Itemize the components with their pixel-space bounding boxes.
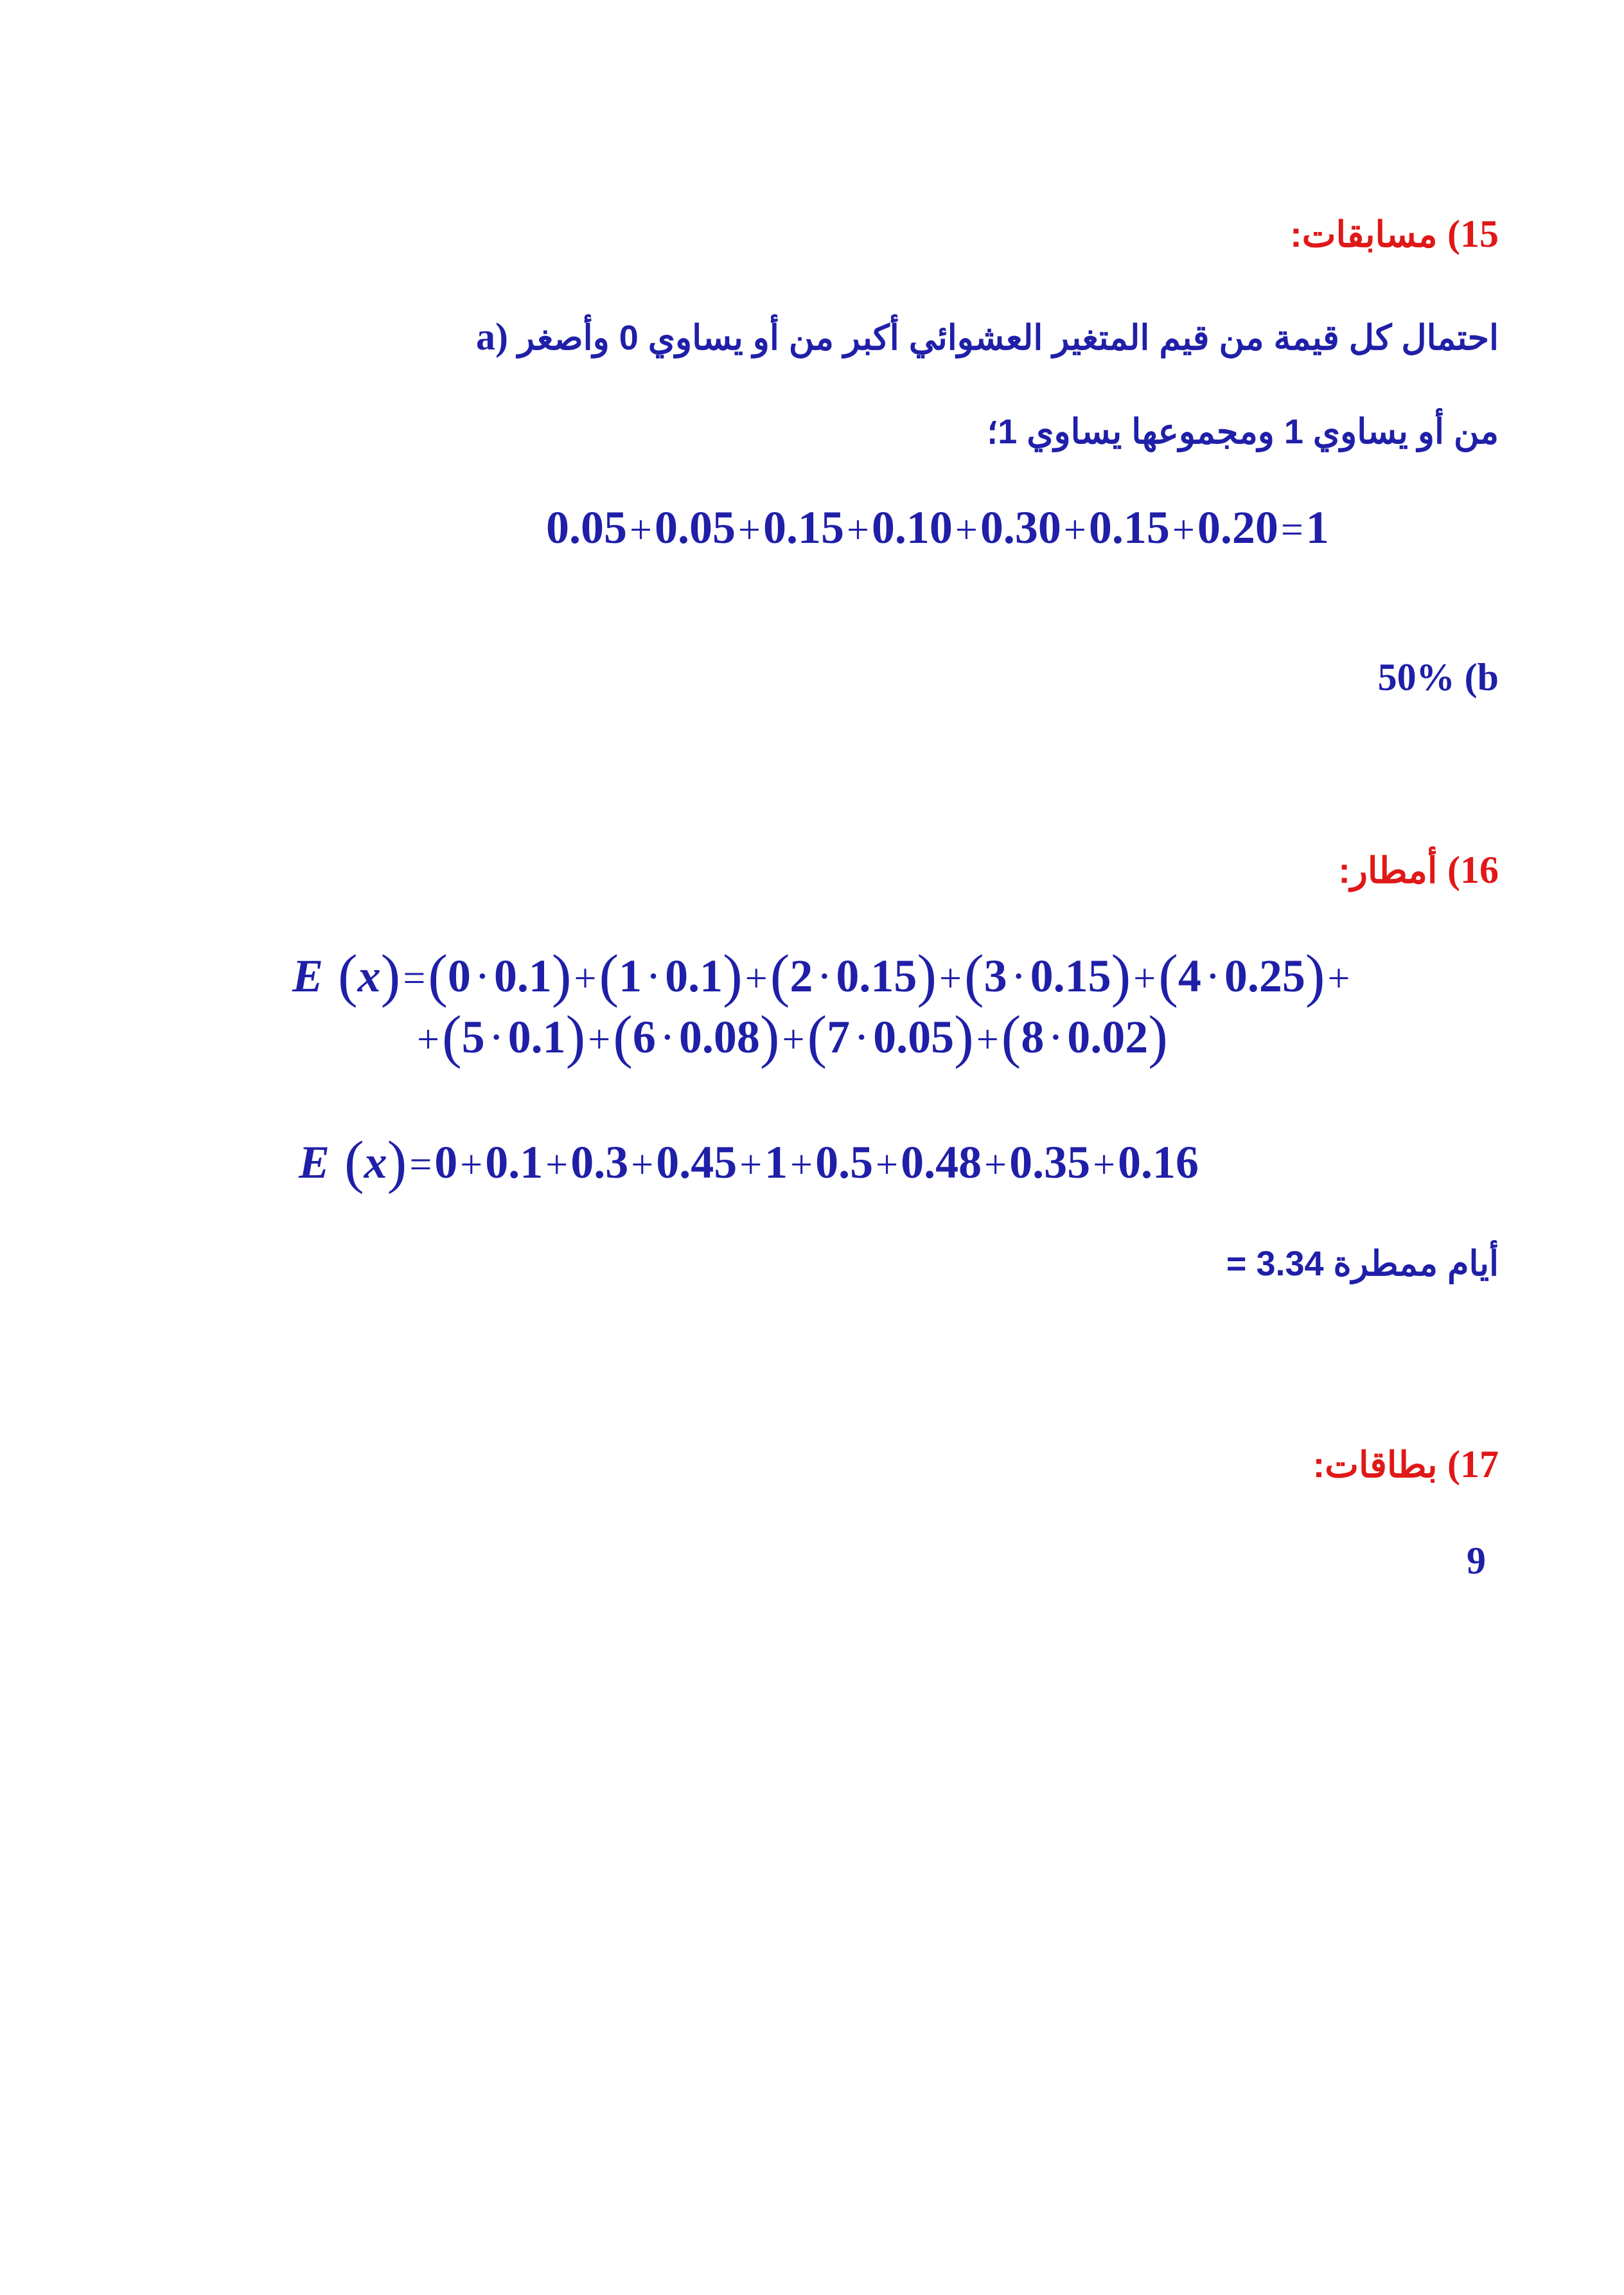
q16-number: 16) xyxy=(1447,849,1499,891)
q15-term: 0.15 xyxy=(1088,502,1170,553)
product-value: 6 xyxy=(632,1011,656,1063)
product-prob: 0.05 xyxy=(873,1011,955,1063)
random-variable: x xyxy=(364,1137,387,1188)
q15-b-text: 50% (b xyxy=(1377,656,1499,698)
product-prob: 0.02 xyxy=(1067,1011,1149,1063)
q15-title: مسابقات: xyxy=(1290,214,1438,254)
product-value: 8 xyxy=(1021,1011,1045,1063)
product-prob: 0.08 xyxy=(678,1011,760,1063)
q15-number: 15) xyxy=(1447,213,1499,255)
product-prob: 0.1 xyxy=(665,950,723,1002)
q17-answer xyxy=(1467,1539,1486,1583)
expectation-symbol: E xyxy=(292,950,324,1002)
q15-term: 0.10 xyxy=(871,502,953,553)
q15-a-label: a) xyxy=(475,315,508,358)
product-prob: 0.15 xyxy=(836,950,917,1002)
q15-term: 0.05 xyxy=(654,502,736,553)
q16-sum-line: E (x)=0+0.1+0.3+0.45+1+0.5+0.48+0.35+0.16 xyxy=(299,1129,1199,1194)
sum-term: 0.35 xyxy=(1009,1137,1091,1188)
q15-term: 0.30 xyxy=(980,502,1061,553)
q16-result-text: أيام ممطرة 3.34 = xyxy=(1226,1245,1499,1283)
q15-term: 0.20 xyxy=(1197,502,1278,553)
q15-heading xyxy=(1290,212,1499,256)
product-prob: 0.1 xyxy=(493,950,552,1002)
sum-term: 0.1 xyxy=(485,1137,543,1188)
sum-term: 0.3 xyxy=(570,1137,629,1188)
q15-sum-equation: 0.05+0.05+0.15+0.10+0.30+0.15+0.20=1 xyxy=(546,502,1329,553)
q15-a-line1 xyxy=(476,315,1499,359)
q17-heading xyxy=(1313,1442,1499,1487)
q15-term: 0.05 xyxy=(546,502,627,553)
product-value: 4 xyxy=(1178,950,1201,1002)
product-value: 2 xyxy=(790,950,813,1002)
q17-title: بطاقات: xyxy=(1312,1444,1438,1485)
q15-a-text2: من أو يساوي 1 ومجموعها يساوي 1؛ xyxy=(987,412,1499,451)
product-value: 1 xyxy=(619,950,642,1002)
product-value: 5 xyxy=(461,1011,485,1063)
q17-answer-value: 9 xyxy=(1467,1539,1486,1582)
q15-result: 1 xyxy=(1305,502,1329,553)
sum-term: 0.48 xyxy=(901,1137,982,1188)
product-prob: 0.25 xyxy=(1224,950,1305,1002)
product-value: 0 xyxy=(447,950,471,1002)
product-prob: 0.15 xyxy=(1030,950,1111,1002)
q16-heading xyxy=(1338,848,1499,892)
q15-b-answer xyxy=(1378,655,1499,700)
expectation-symbol: E xyxy=(299,1137,330,1188)
q16-expectation-row1: E (x)=(0·0.1)+(1·0.1)+(2·0.15)+(3·0.15)+(4·0.25)+ xyxy=(292,943,1350,1008)
product-prob: 0.1 xyxy=(508,1011,566,1063)
sum-term: 0.16 xyxy=(1118,1137,1199,1188)
q16-title: أمطار: xyxy=(1338,850,1438,891)
q15-a-line2 xyxy=(987,411,1499,452)
q16-expectation-row2: +(5·0.1)+(6·0.08)+(7·0.05)+(8·0.02) xyxy=(417,1004,1168,1069)
sum-term: 0 xyxy=(434,1137,458,1188)
random-variable: x xyxy=(357,950,381,1002)
product-value: 3 xyxy=(984,950,1007,1002)
q17-number: 17) xyxy=(1447,1443,1499,1485)
sum-term: 0.45 xyxy=(656,1137,737,1188)
q15-a-text1: احتمال كل قيمة من قيم المتغير العشوائي أكبر من أو يساوي 0 وأصغر xyxy=(517,319,1499,357)
sum-term: 1 xyxy=(764,1137,788,1188)
product-value: 7 xyxy=(827,1011,851,1063)
q15-term: 0.15 xyxy=(763,502,844,553)
sum-term: 0.5 xyxy=(815,1137,874,1188)
q16-result xyxy=(1226,1243,1499,1284)
